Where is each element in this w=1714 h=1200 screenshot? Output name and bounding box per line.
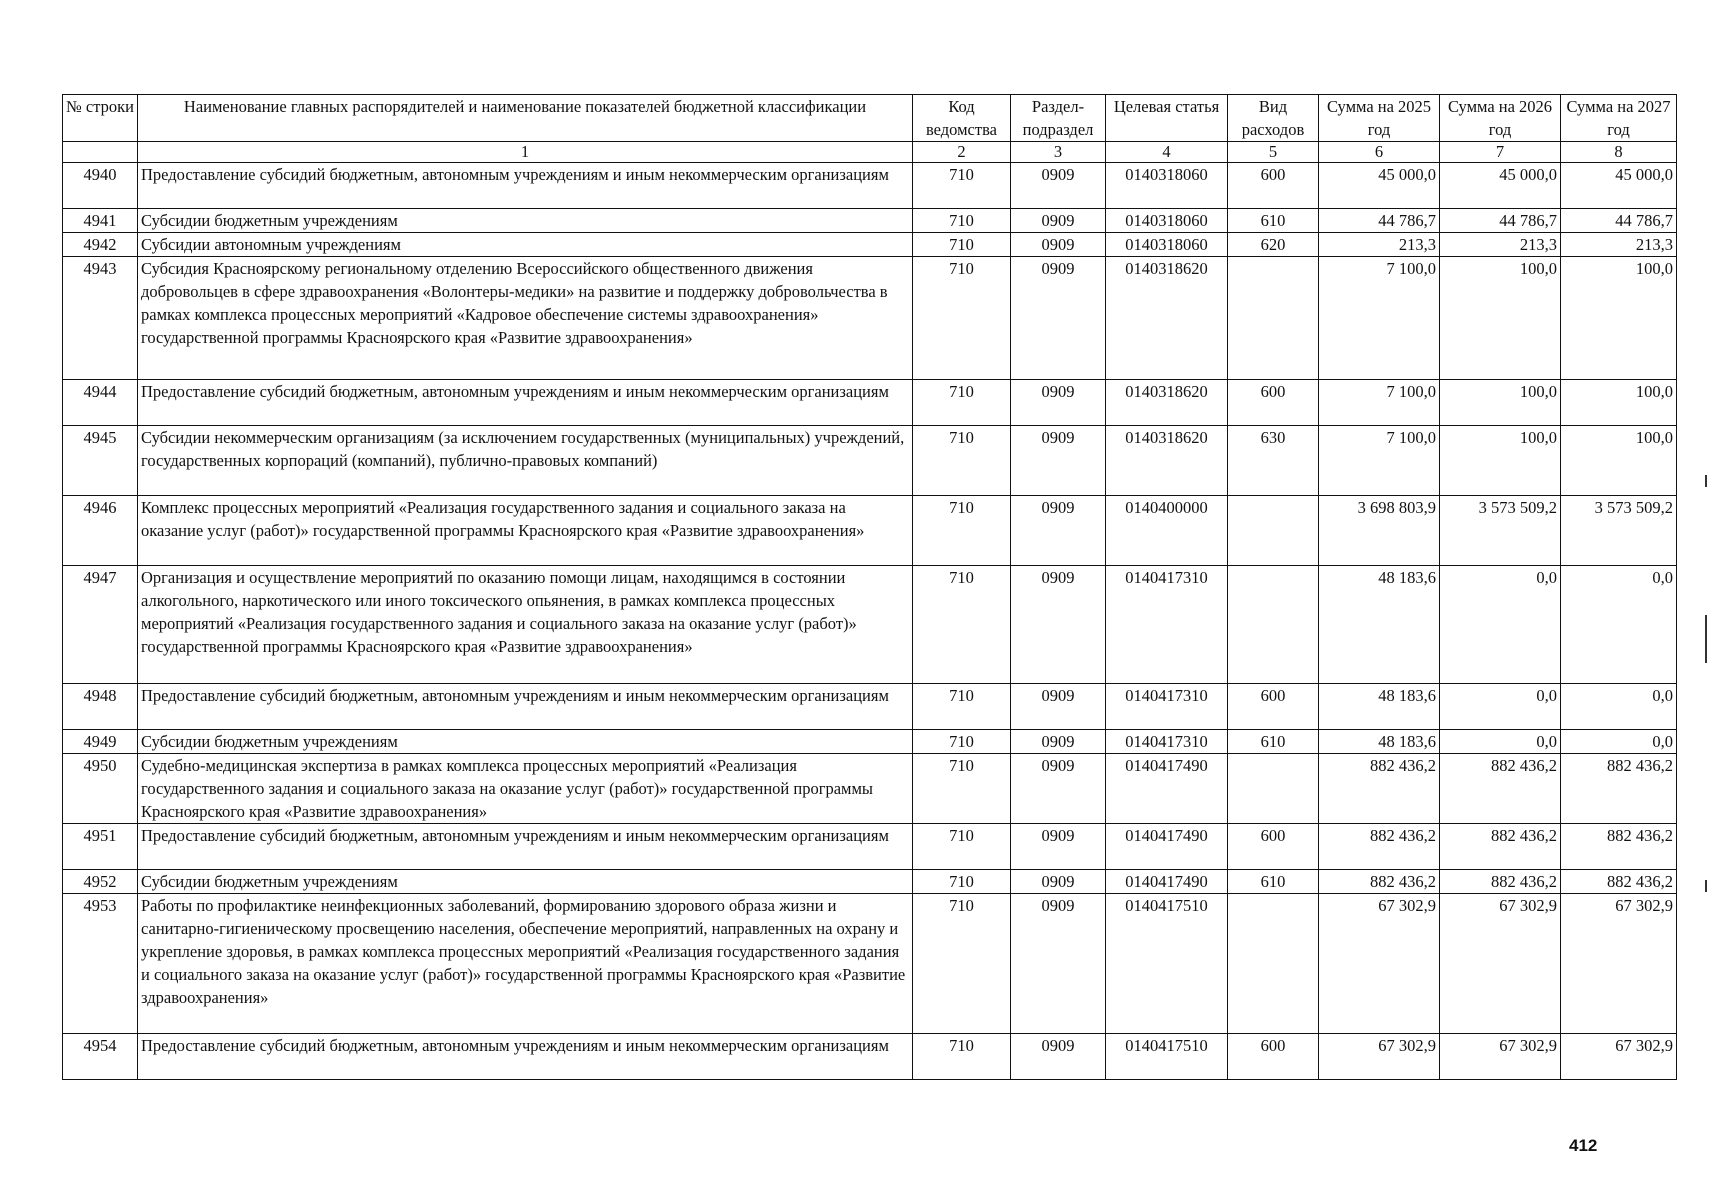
row-name: Организация и осуществление мероприятий по оказанию помощи лицам, находящимся в состоянии алкогольного, наркотического или иного токсического опьянения, в рамках комплекса процессных мероприятий «Реализация государственного задания и социального заказа на оказание услуг (работ)» государственной программы Красноярского края «Развитие здравоохранения» — [138, 566, 913, 684]
row-sum-2026: 67 302,9 — [1440, 894, 1561, 1034]
row-number: 4940 — [63, 163, 138, 209]
row-section: 0909 — [1011, 894, 1106, 1034]
row-expense-type: 600 — [1228, 380, 1319, 426]
row-target-article: 0140417490 — [1106, 824, 1228, 870]
row-number: 4948 — [63, 684, 138, 730]
page-number: 412 — [1569, 1136, 1598, 1155]
row-sum-2025: 882 436,2 — [1319, 870, 1440, 894]
row-section: 0909 — [1011, 730, 1106, 754]
row-sum-2025: 882 436,2 — [1319, 824, 1440, 870]
row-name: Субсидии некоммерческим организациям (за исключением государственных (муниципальных) учреждений, государственных корпораций (компаний), публично-правовых компаний) — [138, 426, 913, 496]
column-number — [63, 142, 138, 163]
row-ved-code: 710 — [913, 209, 1011, 233]
header-sum-2027: Сумма на 2027 год — [1561, 95, 1677, 142]
row-sum-2025: 7 100,0 — [1319, 257, 1440, 380]
column-number-row — [63, 142, 1677, 163]
row-expense-type: 600 — [1228, 1034, 1319, 1080]
row-number: 4953 — [63, 894, 138, 1034]
row-target-article: 0140318620 — [1106, 426, 1228, 496]
row-number: 4945 — [63, 426, 138, 496]
row-section: 0909 — [1011, 233, 1106, 257]
row-sum-2026: 100,0 — [1440, 257, 1561, 380]
row-target-article: 0140417310 — [1106, 684, 1228, 730]
row-expense-type: 600 — [1228, 163, 1319, 209]
row-sum-2027: 882 436,2 — [1561, 870, 1677, 894]
row-sum-2025: 48 183,6 — [1319, 684, 1440, 730]
row-name: Субсидии бюджетным учреждениям — [138, 730, 913, 754]
row-section: 0909 — [1011, 754, 1106, 824]
row-sum-2026: 882 436,2 — [1440, 824, 1561, 870]
row-expense-type — [1228, 754, 1319, 824]
header-section: Раздел-подраздел — [1011, 95, 1106, 142]
table-row — [63, 730, 1677, 754]
row-number: 4951 — [63, 824, 138, 870]
row-name: Субсидии автономным учреждениям — [138, 233, 913, 257]
column-number: 6 — [1319, 142, 1440, 163]
row-name: Предоставление субсидий бюджетным, автономным учреждениям и иным некоммерческим организациям — [138, 1034, 913, 1080]
table-row — [63, 566, 1677, 684]
table-row — [63, 426, 1677, 496]
row-sum-2026: 67 302,9 — [1440, 1034, 1561, 1080]
table-row — [63, 754, 1677, 824]
header-sum-2025: Сумма на 2025 год — [1319, 95, 1440, 142]
row-sum-2026: 882 436,2 — [1440, 870, 1561, 894]
row-sum-2026: 0,0 — [1440, 684, 1561, 730]
row-sum-2025: 48 183,6 — [1319, 730, 1440, 754]
table-row — [63, 870, 1677, 894]
row-section: 0909 — [1011, 496, 1106, 566]
row-sum-2025: 7 100,0 — [1319, 426, 1440, 496]
row-sum-2026: 0,0 — [1440, 730, 1561, 754]
row-sum-2025: 213,3 — [1319, 233, 1440, 257]
row-target-article: 0140417490 — [1106, 754, 1228, 824]
row-section: 0909 — [1011, 426, 1106, 496]
row-expense-type — [1228, 257, 1319, 380]
row-expense-type: 610 — [1228, 730, 1319, 754]
row-name: Предоставление субсидий бюджетным, автономным учреждениям и иным некоммерческим организациям — [138, 380, 913, 426]
row-ved-code: 710 — [913, 870, 1011, 894]
table-row — [63, 894, 1677, 1034]
table-row — [63, 380, 1677, 426]
row-ved-code: 710 — [913, 754, 1011, 824]
row-sum-2027: 44 786,7 — [1561, 209, 1677, 233]
row-section: 0909 — [1011, 163, 1106, 209]
row-number: 4949 — [63, 730, 138, 754]
row-expense-type — [1228, 496, 1319, 566]
row-expense-type: 600 — [1228, 824, 1319, 870]
row-sum-2025: 45 000,0 — [1319, 163, 1440, 209]
table-row — [63, 209, 1677, 233]
row-sum-2026: 44 786,7 — [1440, 209, 1561, 233]
row-section: 0909 — [1011, 566, 1106, 684]
row-sum-2025: 44 786,7 — [1319, 209, 1440, 233]
row-section: 0909 — [1011, 824, 1106, 870]
row-number: 4947 — [63, 566, 138, 684]
row-name: Комплекс процессных мероприятий «Реализация государственного задания и социального заказа на оказание услуг (работ)» государственной программы Красноярского края «Развитие здравоохранения» — [138, 496, 913, 566]
row-number: 4952 — [63, 870, 138, 894]
row-sum-2025: 882 436,2 — [1319, 754, 1440, 824]
table-row — [63, 163, 1677, 209]
row-sum-2026: 45 000,0 — [1440, 163, 1561, 209]
row-expense-type: 630 — [1228, 426, 1319, 496]
row-sum-2026: 3 573 509,2 — [1440, 496, 1561, 566]
row-section: 0909 — [1011, 209, 1106, 233]
scan-mark — [1705, 880, 1707, 892]
row-target-article: 0140417490 — [1106, 870, 1228, 894]
row-expense-type — [1228, 894, 1319, 1034]
row-sum-2027: 100,0 — [1561, 257, 1677, 380]
row-sum-2027: 882 436,2 — [1561, 824, 1677, 870]
row-ved-code: 710 — [913, 730, 1011, 754]
row-ved-code: 710 — [913, 163, 1011, 209]
row-number: 4943 — [63, 257, 138, 380]
row-sum-2027: 3 573 509,2 — [1561, 496, 1677, 566]
row-name: Предоставление субсидий бюджетным, автономным учреждениям и иным некоммерческим организациям — [138, 684, 913, 730]
row-sum-2027: 100,0 — [1561, 380, 1677, 426]
row-sum-2027: 100,0 — [1561, 426, 1677, 496]
row-section: 0909 — [1011, 380, 1106, 426]
column-number: 3 — [1011, 142, 1106, 163]
header-sum-2026: Сумма на 2026 год — [1440, 95, 1561, 142]
row-target-article: 0140318620 — [1106, 257, 1228, 380]
row-sum-2027: 45 000,0 — [1561, 163, 1677, 209]
row-ved-code: 710 — [913, 257, 1011, 380]
row-name: Субсидия Красноярскому региональному отделению Всероссийского общественного движения добровольцев в сфере здравоохранения «Волонтеры-медики» на развитие и поддержку добровольчества в рамках комплекса процессных мероприятий «Кадровое обеспечение системы здравоохранения» государственной программы Красноярского края «Развитие здравоохранения» — [138, 257, 913, 380]
row-sum-2025: 67 302,9 — [1319, 1034, 1440, 1080]
row-target-article: 0140318060 — [1106, 163, 1228, 209]
row-sum-2027: 0,0 — [1561, 730, 1677, 754]
row-ved-code: 710 — [913, 1034, 1011, 1080]
row-ved-code: 710 — [913, 894, 1011, 1034]
column-number: 4 — [1106, 142, 1228, 163]
header-ved-code: Код ведомства — [913, 95, 1011, 142]
row-name: Судебно-медицинская экспертиза в рамках комплекса процессных мероприятий «Реализация государственного задания и социального заказа на оказание услуг (работ)» государственной программы Красноярского края «Развитие здравоохранения» — [138, 754, 913, 824]
row-sum-2026: 213,3 — [1440, 233, 1561, 257]
header-row — [63, 95, 1677, 142]
row-expense-type: 610 — [1228, 209, 1319, 233]
table-row — [63, 684, 1677, 730]
header-row-number: № строки — [63, 95, 138, 142]
row-name: Работы по профилактике неинфекционных заболеваний, формированию здорового образа жизни и санитарно-гигиеническому просвещению населения, обеспечение мероприятий, направленных на охрану и укрепление здоровья, в рамках комплекса процессных мероприятий «Реализация государственного задания и социального заказа на оказание услуг (работ)» государственной программы Красноярского края «Развитие здравоохранения» — [138, 894, 913, 1034]
row-sum-2025: 48 183,6 — [1319, 566, 1440, 684]
budget-table — [62, 94, 1677, 1080]
row-sum-2026: 100,0 — [1440, 380, 1561, 426]
row-ved-code: 710 — [913, 824, 1011, 870]
column-number: 1 — [138, 142, 913, 163]
scan-mark — [1705, 475, 1707, 487]
column-number: 2 — [913, 142, 1011, 163]
header-name: Наименование главных распорядителей и наименование показателей бюджетной классификации — [138, 95, 913, 142]
row-section: 0909 — [1011, 1034, 1106, 1080]
row-sum-2027: 0,0 — [1561, 684, 1677, 730]
table-row — [63, 257, 1677, 380]
row-expense-type — [1228, 566, 1319, 684]
row-expense-type: 610 — [1228, 870, 1319, 894]
table-row — [63, 233, 1677, 257]
row-target-article: 0140417510 — [1106, 894, 1228, 1034]
table-row — [63, 496, 1677, 566]
table-row — [63, 1034, 1677, 1080]
row-sum-2027: 882 436,2 — [1561, 754, 1677, 824]
row-number: 4944 — [63, 380, 138, 426]
row-target-article: 0140417310 — [1106, 566, 1228, 684]
column-number: 8 — [1561, 142, 1677, 163]
row-ved-code: 710 — [913, 233, 1011, 257]
row-sum-2025: 7 100,0 — [1319, 380, 1440, 426]
table-row — [63, 824, 1677, 870]
row-ved-code: 710 — [913, 566, 1011, 684]
row-sum-2027: 0,0 — [1561, 566, 1677, 684]
row-sum-2027: 67 302,9 — [1561, 894, 1677, 1034]
header-target-article: Целевая статья — [1106, 95, 1228, 142]
row-expense-type: 620 — [1228, 233, 1319, 257]
row-target-article: 0140417310 — [1106, 730, 1228, 754]
row-number: 4942 — [63, 233, 138, 257]
row-target-article: 0140318060 — [1106, 209, 1228, 233]
row-sum-2026: 100,0 — [1440, 426, 1561, 496]
row-sum-2025: 3 698 803,9 — [1319, 496, 1440, 566]
row-ved-code: 710 — [913, 496, 1011, 566]
row-target-article: 0140417510 — [1106, 1034, 1228, 1080]
row-target-article: 0140318060 — [1106, 233, 1228, 257]
row-sum-2025: 67 302,9 — [1319, 894, 1440, 1034]
row-name: Предоставление субсидий бюджетным, автономным учреждениям и иным некоммерческим организациям — [138, 163, 913, 209]
table-body — [63, 163, 1677, 1080]
column-number: 5 — [1228, 142, 1319, 163]
row-number: 4946 — [63, 496, 138, 566]
scan-mark — [1705, 615, 1707, 663]
column-number: 7 — [1440, 142, 1561, 163]
row-sum-2027: 213,3 — [1561, 233, 1677, 257]
row-section: 0909 — [1011, 684, 1106, 730]
row-name: Предоставление субсидий бюджетным, автономным учреждениям и иным некоммерческим организациям — [138, 824, 913, 870]
row-sum-2026: 882 436,2 — [1440, 754, 1561, 824]
row-ved-code: 710 — [913, 684, 1011, 730]
row-section: 0909 — [1011, 870, 1106, 894]
header-expense-type: Вид расходов — [1228, 95, 1319, 142]
row-target-article: 0140318620 — [1106, 380, 1228, 426]
row-number: 4941 — [63, 209, 138, 233]
row-number: 4954 — [63, 1034, 138, 1080]
row-number: 4950 — [63, 754, 138, 824]
row-sum-2026: 0,0 — [1440, 566, 1561, 684]
row-section: 0909 — [1011, 257, 1106, 380]
row-sum-2027: 67 302,9 — [1561, 1034, 1677, 1080]
row-ved-code: 710 — [913, 380, 1011, 426]
row-expense-type: 600 — [1228, 684, 1319, 730]
row-target-article: 0140400000 — [1106, 496, 1228, 566]
row-name: Субсидии бюджетным учреждениям — [138, 209, 913, 233]
row-name: Субсидии бюджетным учреждениям — [138, 870, 913, 894]
row-ved-code: 710 — [913, 426, 1011, 496]
